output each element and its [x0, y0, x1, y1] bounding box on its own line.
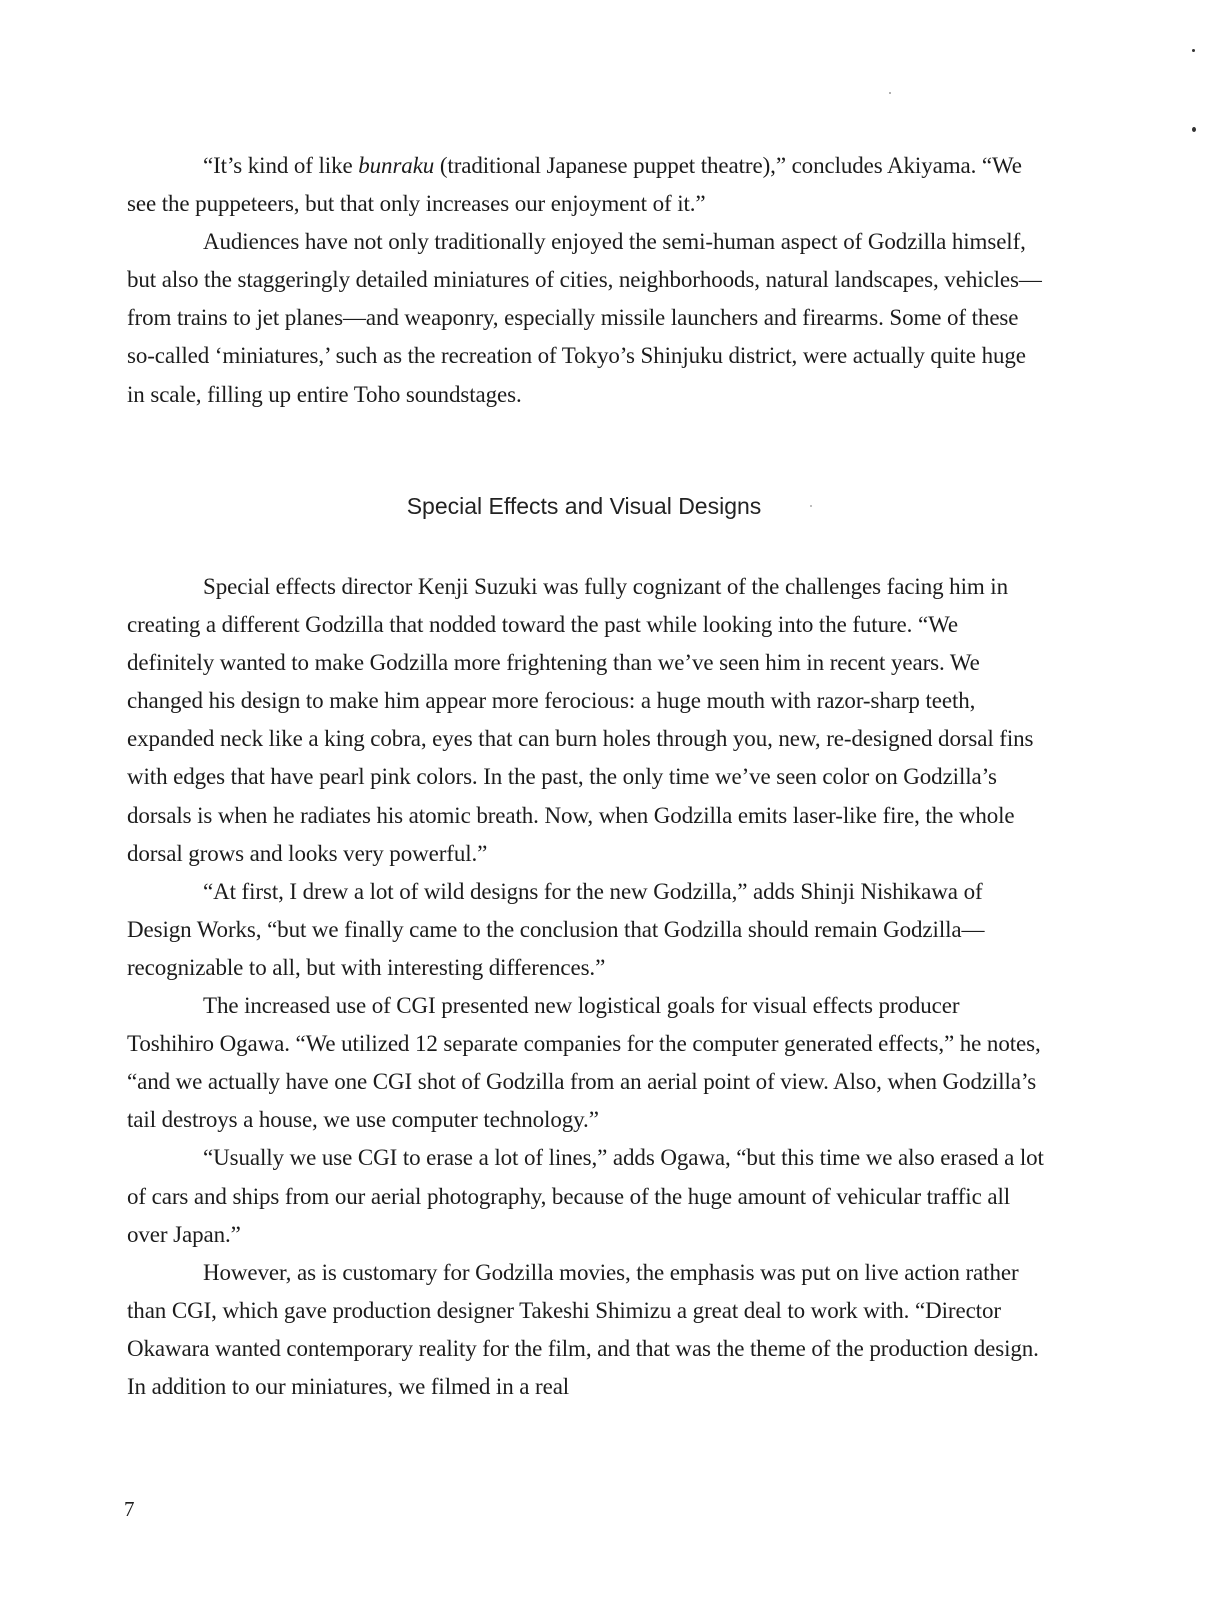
paragraph: Audiences have not only traditionally enjoyed the semi-human aspect of Godzilla himself, but also the staggeringly detailed miniatures of cities, neighborhoods, natural landscapes, vehicles—from trains to jet planes—and weaponry, especially missile launchers and firearms. Some of these so-called ‘miniatures,’ such as the recreation of Tokyo’s Shinjuku district, were actually quite huge in scale, filling up entire Toho soundstages.	[127, 229, 1042, 407]
paragraph-text: (traditional Japanese puppet theatre),” concludes Akiyama. “We see the puppeteers, but that only increases our enjoyment of it.”	[127, 153, 1022, 217]
paragraph-text: “It’s kind of like	[203, 153, 359, 178]
section-heading: Special Effects and Visual Designs	[406, 493, 762, 519]
paragraph	[127, 147, 1047, 223]
paragraph: However, as is customary for Godzilla movies, the emphasis was put on live action rather than CGI, which gave production designer Takeshi Shimizu a great deal to work with. “Director Okawara wanted contemporary reality for the film, and that was the theme of the production design. In addition to our miniatures, we filmed in a real	[127, 1259, 1039, 1399]
scan-speck	[1192, 127, 1196, 132]
paragraph: Special effects director Kenji Suzuki was fully cognizant of the challenges facing him in creating a different Godzilla that nodded toward the past while looking into the future. “We definitely wanted to make Godzilla more frightening than we’ve seen him in recent years. We changed his design to make him appear more ferocious: a huge mouth with razor-sharp teeth, expanded neck like a king cobra, eyes that can burn holes through you, new, re-designed dorsal fins with edges that have pearl pink colors. In the past, the only time we’ve seen color on Godzilla’s dorsals is when he radiates his atomic breath. Now, when Godzilla emits laser-like fire, the whole dorsal grows and looks very powerful.”	[127, 574, 1034, 866]
body-text-top	[127, 147, 1047, 414]
page-number: 7	[124, 1497, 135, 1521]
paragraph: The increased use of CGI presented new logistical goals for visual effects producer Toshihiro Ogawa. “We utilized 12 separate companies for the computer generated effects,” he notes, “and we actually have one CGI shot of Godzilla from an aerial point of view. Also, when Godzilla’s tail destroys a house, we use computer technology.”	[127, 993, 1041, 1133]
scan-speck	[1192, 49, 1195, 52]
italic-term: bunraku	[358, 153, 435, 178]
scan-speck	[810, 505, 812, 507]
paragraph: “Usually we use CGI to erase a lot of lines,” adds Ogawa, “but this time we also erased a lot of cars and ships from our aerial photography, because of the huge amount of vehicular traffic all over Japan.”	[127, 1145, 1044, 1247]
scan-speck	[889, 92, 891, 94]
paragraph: “At first, I drew a lot of wild designs for the new Godzilla,” adds Shinji Nishikawa of Design Works, “but we finally came to the conclusion that Godzilla should remain Godzilla—recognizable to all, but with interesting differences.”	[127, 878, 985, 980]
body-text-bottom	[127, 568, 1047, 1406]
